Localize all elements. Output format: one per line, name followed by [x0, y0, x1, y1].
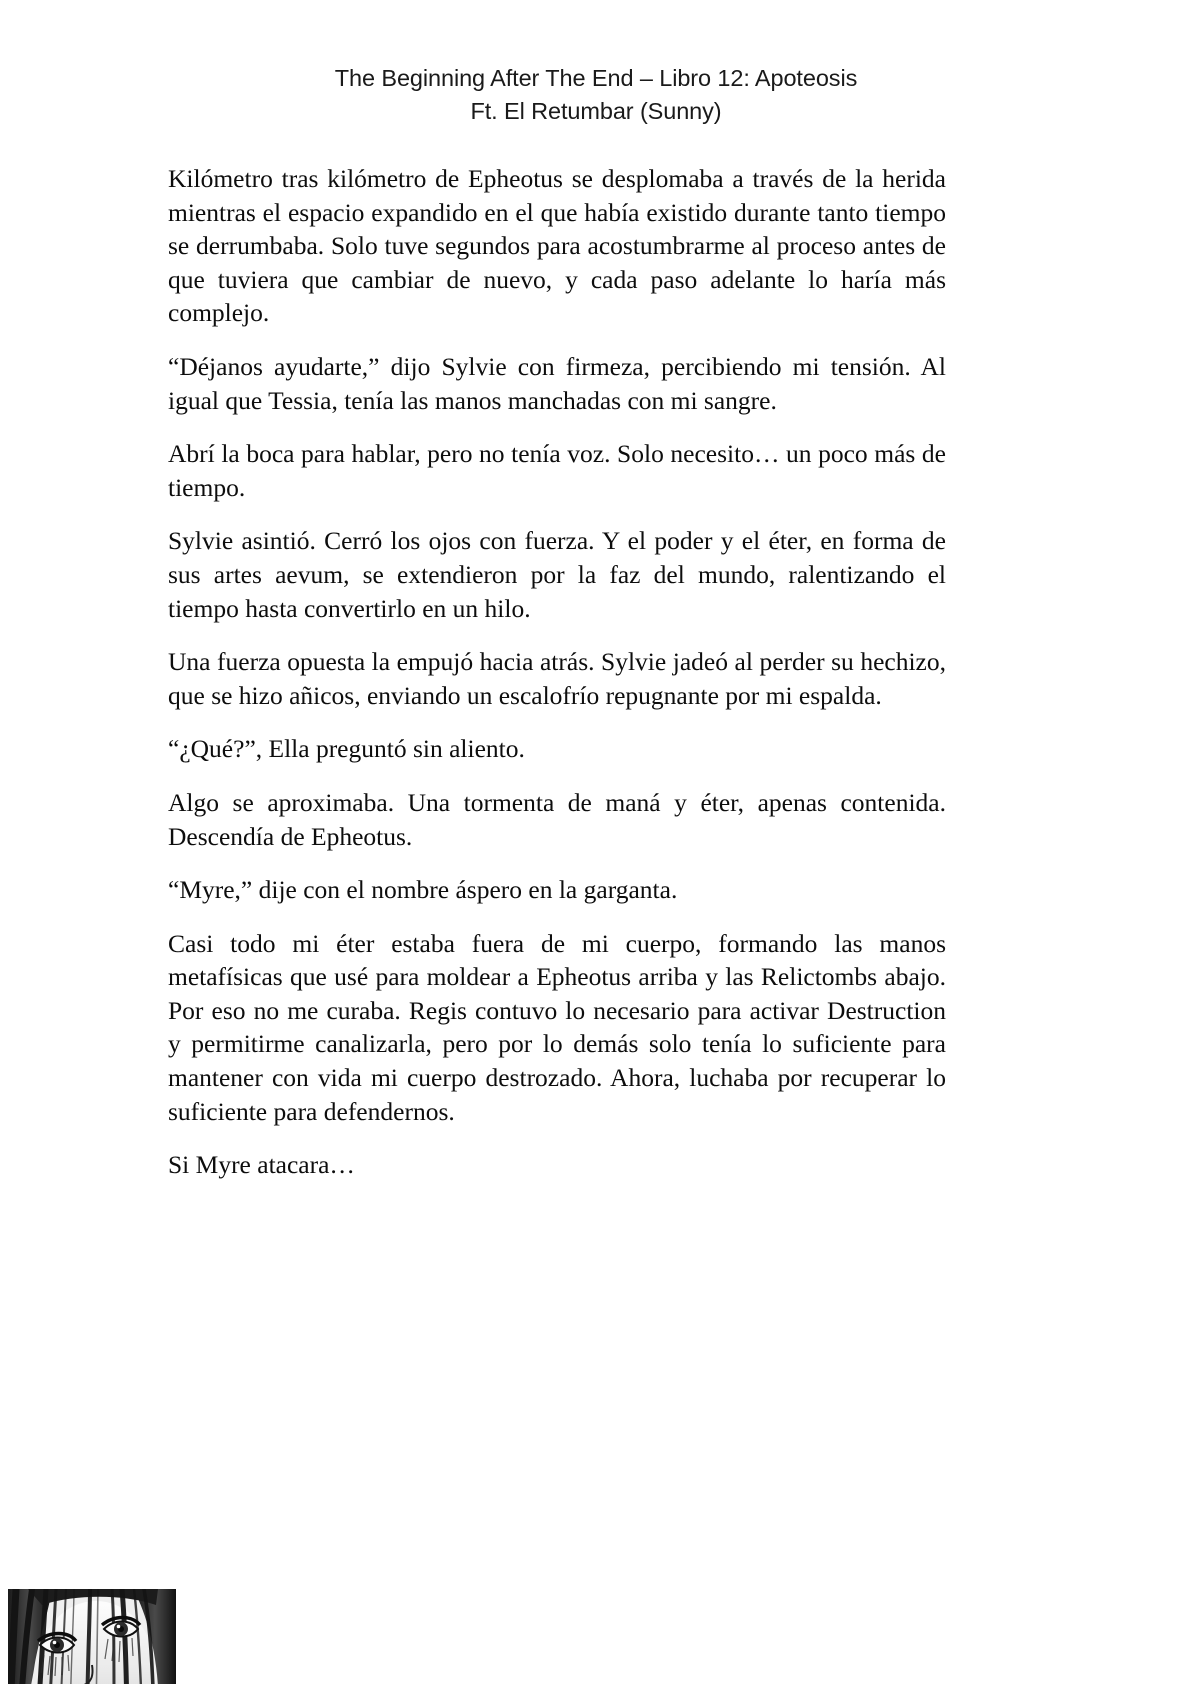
manga-face-illustration [8, 1589, 176, 1684]
document-body [168, 162, 946, 1202]
paragraph-8: “Myre,” dije con el nombre áspero en la garganta. [168, 875, 678, 905]
paragraph-2: “Déjanos ayudarte,” dijo Sylvie con firmeza, percibiendo mi tensión. Al igual que Tessia, tenía las manos manchadas con mi sangre. [168, 351, 946, 415]
paragraph-7: Algo se aproximaba. Una tormenta de maná y éter, apenas contenida. Descendía de Epheotus. [168, 787, 946, 851]
paragraph-3: Abrí la boca para hablar, pero no tenía voz. Solo necesito… un poco más de tiempo. [168, 439, 946, 502]
header-subtitle-line-2: Ft. El Retumbar (Sunny) [470, 98, 722, 124]
paragraph-10: Si Myre atacara… [168, 1150, 355, 1180]
paragraph-5: Una fuerza opuesta la empujó hacia atrás. Sylvie jadeó al perder su hechizo, que se hizo añicos, enviando un escalofrío repugnante por mi espalda. [168, 647, 946, 710]
paragraph-1: Kilómetro tras kilómetro de Epheotus se desplomaba a través de la herida mientras el espacio expandido en el que había existido durante tanto tiempo se derrumbaba. Solo tuve segundos para acostumbrarme al proceso antes de que tuviera que cambiar de nuevo, y cada paso adelante lo haría más complejo. [168, 164, 946, 328]
paragraph-4: Sylvie asintió. Cerró los ojos con fuerza. Y el poder y el éter, en forma de sus artes aevum, se extendieron por la faz del mundo, ralentizando el tiempo hasta convertirlo en un hilo. [168, 526, 946, 623]
paragraph-9: Casi todo mi éter estaba fuera de mi cuerpo, formando las manos metafísicas que usé para moldear a Epheotus arriba y las Relictombs abajo. Por eso no me curaba. Regis contuvo lo necesario para activar Destruction y permitirme canalizarla, pero por lo demás solo tenía lo suficiente para mantener con vida mi cuerpo destrozado. Ahora, luchaba por recuperar lo suficiente para defendernos. [168, 928, 946, 1126]
document-header [0, 62, 1192, 128]
paragraph-6: “¿Qué?”, Ella preguntó sin aliento. [168, 734, 525, 764]
header-title-line-1: The Beginning After The End – Libro 12: Apoteosis [334, 65, 858, 91]
